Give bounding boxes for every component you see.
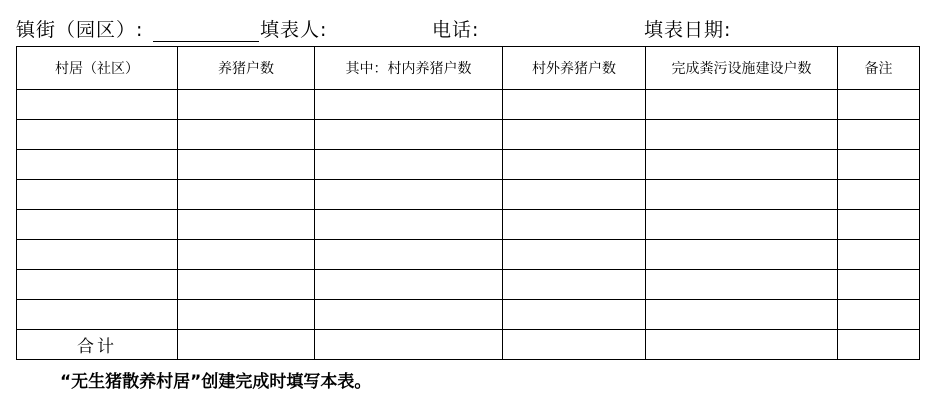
- column-header-out-village-households: 村外养猪户数: [503, 47, 646, 90]
- footnote: “无生猪散养村居”创建完成时填写本表。: [60, 372, 372, 392]
- table-row: [17, 150, 920, 180]
- table-cell[interactable]: [646, 90, 838, 120]
- total-row: [17, 330, 920, 360]
- table-cell[interactable]: [838, 150, 920, 180]
- table-cell[interactable]: [315, 240, 503, 270]
- table-cell[interactable]: [315, 150, 503, 180]
- table-cell[interactable]: [315, 120, 503, 150]
- table-cell[interactable]: [315, 90, 503, 120]
- date-label: 填表日期:: [644, 19, 732, 41]
- table-cell[interactable]: [838, 270, 920, 300]
- column-header-village: 村居（社区）: [17, 47, 178, 90]
- table-cell[interactable]: [646, 240, 838, 270]
- table-cell[interactable]: [646, 270, 838, 300]
- table-cell[interactable]: [646, 210, 838, 240]
- table-cell[interactable]: [646, 120, 838, 150]
- table-cell[interactable]: [178, 90, 315, 120]
- table-cell[interactable]: [646, 300, 838, 330]
- table-cell[interactable]: [503, 210, 646, 240]
- table-cell[interactable]: [503, 180, 646, 210]
- total-label: 合计: [17, 330, 178, 360]
- table-cell[interactable]: [838, 120, 920, 150]
- filler-label: 填表人:: [260, 19, 328, 41]
- table-cell[interactable]: [503, 120, 646, 150]
- table-cell[interactable]: [178, 270, 315, 300]
- table-cell[interactable]: [838, 300, 920, 330]
- table-cell[interactable]: [17, 90, 178, 120]
- table-row: [17, 90, 920, 120]
- table-cell[interactable]: [503, 270, 646, 300]
- table-cell[interactable]: [17, 120, 178, 150]
- table-cell[interactable]: [503, 90, 646, 120]
- table-cell[interactable]: [17, 270, 178, 300]
- table-cell[interactable]: [503, 300, 646, 330]
- table-cell[interactable]: [838, 210, 920, 240]
- table-cell[interactable]: [178, 300, 315, 330]
- phone-label: 电话:: [432, 19, 480, 41]
- table-cell[interactable]: [178, 240, 315, 270]
- form-header: [16, 14, 920, 46]
- survey-table: [16, 46, 920, 360]
- column-header-remarks: 备注: [838, 47, 920, 90]
- table-header-row: [17, 47, 920, 90]
- table-cell[interactable]: [646, 150, 838, 180]
- table-cell[interactable]: [315, 180, 503, 210]
- table-cell[interactable]: [178, 120, 315, 150]
- table-row: [17, 270, 920, 300]
- table-body: [17, 90, 920, 360]
- total-cell[interactable]: [315, 330, 503, 360]
- table-cell[interactable]: [178, 210, 315, 240]
- table-cell[interactable]: [315, 210, 503, 240]
- total-cell[interactable]: [646, 330, 838, 360]
- table-cell[interactable]: [503, 240, 646, 270]
- table-row: [17, 180, 920, 210]
- district-label: 镇街（园区）:: [16, 19, 144, 41]
- table-cell[interactable]: [17, 150, 178, 180]
- table-cell[interactable]: [315, 300, 503, 330]
- table-cell[interactable]: [838, 180, 920, 210]
- table-cell[interactable]: [838, 240, 920, 270]
- column-header-pig-households: 养猪户数: [178, 47, 315, 90]
- table-cell[interactable]: [838, 90, 920, 120]
- table-cell[interactable]: [646, 180, 838, 210]
- total-cell[interactable]: [178, 330, 315, 360]
- table-cell[interactable]: [178, 180, 315, 210]
- table-cell[interactable]: [503, 150, 646, 180]
- table-cell[interactable]: [17, 240, 178, 270]
- table-row: [17, 300, 920, 330]
- table-row: [17, 120, 920, 150]
- total-cell[interactable]: [838, 330, 920, 360]
- column-header-in-village-households: 其中：村内养猪户数: [315, 47, 503, 90]
- table-cell[interactable]: [315, 270, 503, 300]
- table-cell[interactable]: [17, 210, 178, 240]
- table-cell[interactable]: [17, 300, 178, 330]
- table-cell[interactable]: [17, 180, 178, 210]
- table-row: [17, 210, 920, 240]
- district-underline[interactable]: [153, 41, 259, 42]
- column-header-manure-facility-households: 完成粪污设施建设户数: [646, 47, 838, 90]
- table-row: [17, 240, 920, 270]
- table-cell[interactable]: [178, 150, 315, 180]
- total-cell[interactable]: [503, 330, 646, 360]
